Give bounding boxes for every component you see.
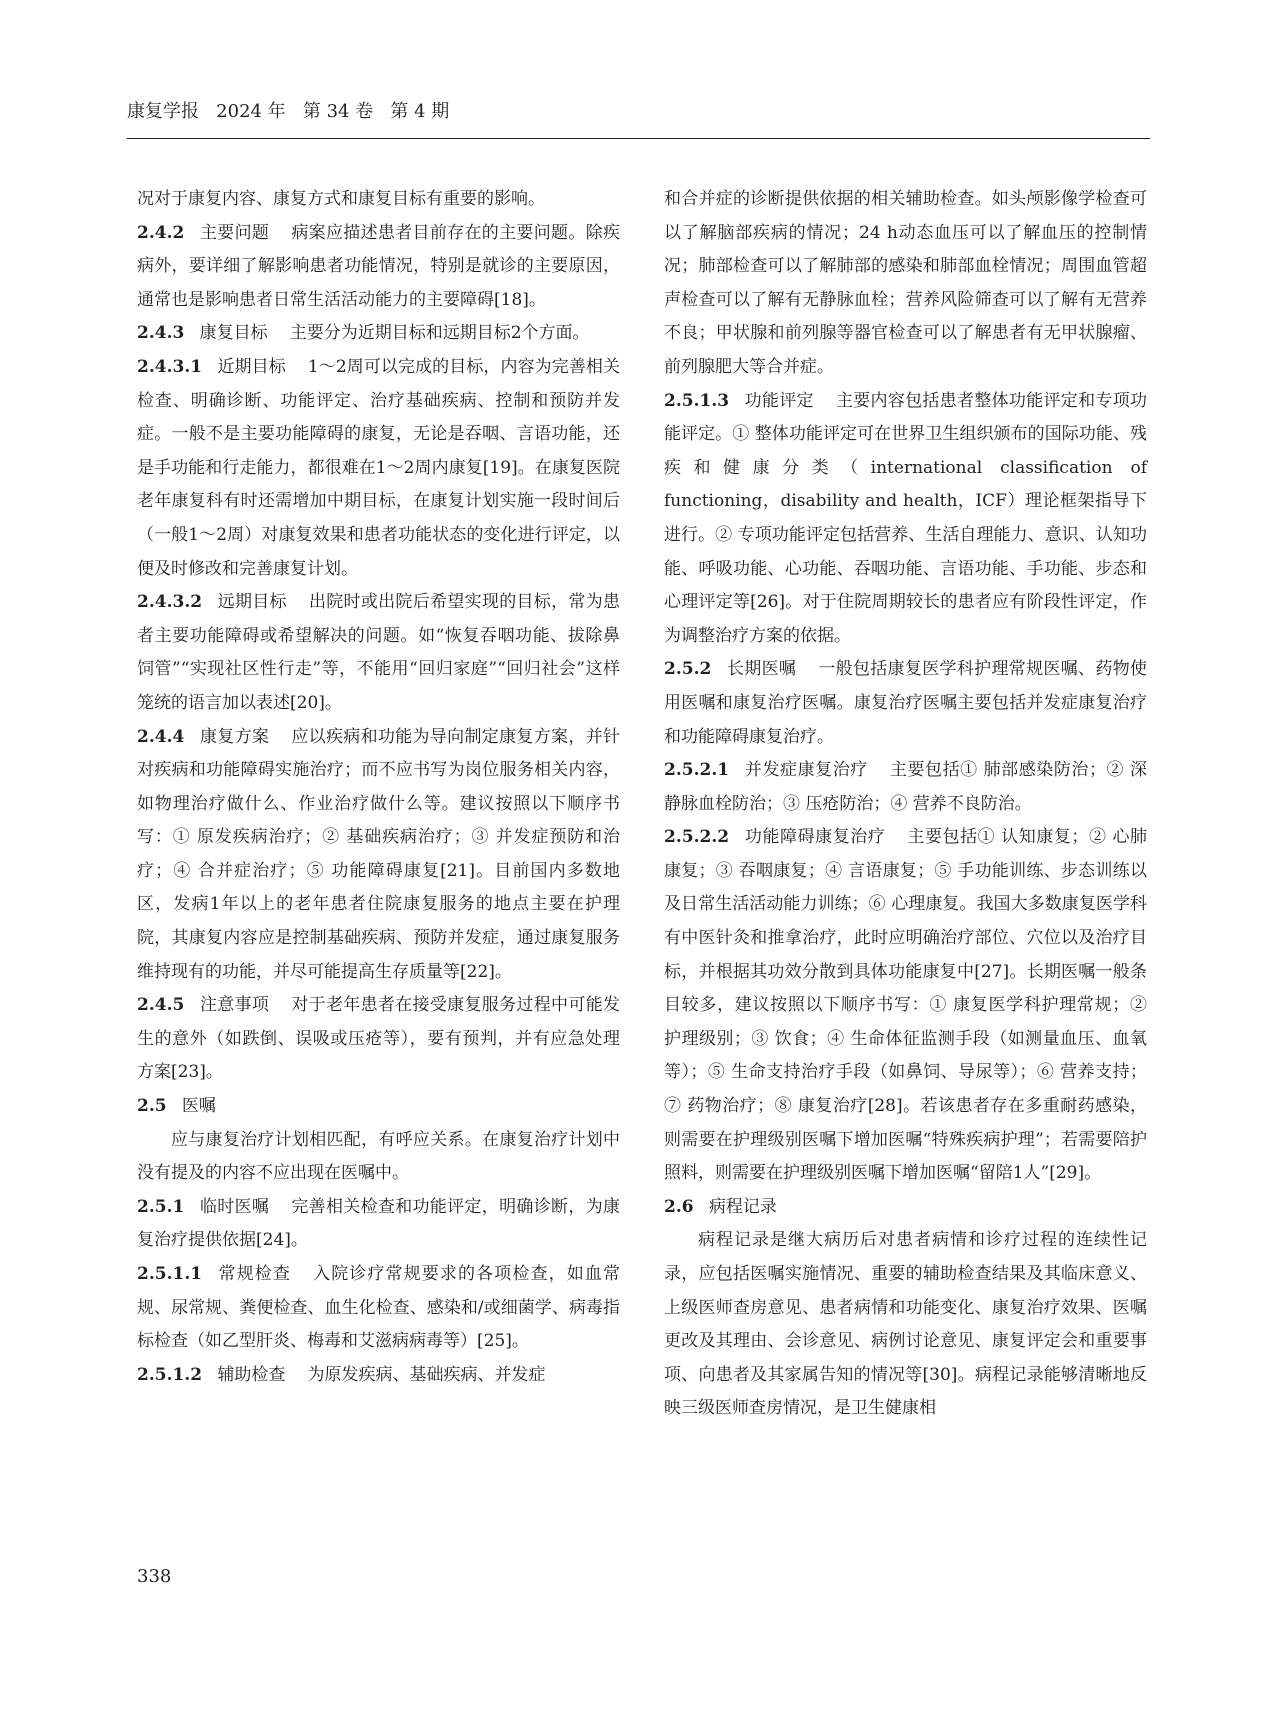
section-2-5-2-1 xyxy=(664,754,1147,821)
section-number: 2.4.3.2 xyxy=(137,592,203,613)
section-number: 2.5.2.1 xyxy=(664,760,730,781)
right-column xyxy=(664,183,1147,1426)
section-number: 2.4.5 xyxy=(137,995,185,1016)
paragraph-text: 1～2周可以完成的目标，内容为完善相关检查、明确诊断、功能评定、治疗基础疾病、控制和预防并发症。一般不是主要功能障碍的康复，无论是吞咽、言语功能，还是手功能和行走能力，都很难在1～2周内康复[19]。在康复医院老年康复科有时还需增加中期目标，在康复计划实施一段时间后（一般1～2周）对康复效果和患者功能状态的变化进行评定，以便及时修改和完善康复计划。 xyxy=(137,356,621,579)
section-heading: 临时医嘱 xyxy=(199,1196,270,1217)
section-2-6 xyxy=(664,1191,1147,1225)
paragraph-text: 主要分为近期目标和远期目标2个方面。 xyxy=(289,323,590,344)
section-number: 2.6 xyxy=(664,1196,694,1217)
section-heading: 医嘱 xyxy=(181,1096,216,1117)
section-number: 2.5.1.3 xyxy=(664,390,730,411)
section-2-4-4 xyxy=(137,721,620,990)
section-number: 2.5.2 xyxy=(664,659,712,680)
section-number: 2.4.3 xyxy=(137,323,185,344)
section-number: 2.5.1.1 xyxy=(137,1264,203,1284)
paragraph-text: 应以疾病和功能为导向制定康复方案，并针对疾病和功能障碍实施治疗；而不应书写为岗位服务相关内容，如物理治疗做什么、作业治疗做什么等。建议按照以下顺序书写：① 原发疾病治疗；② 基础疾病治疗；③ 并发症预防和治疗；④ 合并症治疗；⑤ 功能障碍康复[21]。目前国内多数地区，发病1年以上的老年患者住院康复服务的地点主要在护理院，其康复内容应是控制基础疾病、预防并发症，通过康复服务维持现有的功能，并尽可能提高生存质量等[22]。 xyxy=(137,726,621,982)
section-2-5-2-2 xyxy=(664,821,1147,1191)
paragraph xyxy=(137,183,620,217)
paragraph-text: 和合并症的诊断提供依据的相关辅助检查。如头颅影像学检查可以了解脑部疾病的情况；24 h动态血压可以了解血压的控制情况；肺部检查可以了解肺部的感染和肺部血栓情况；周围血管超声检查可以了解有无静脉血栓；营养风险筛查可以了解有无营养不良；甲状腺和前列腺等器官检查可以了解患者有无甲状腺瘤、前列腺肥大等合并症。 xyxy=(664,189,1147,377)
paragraph-text: 况对于康复内容、康复方式和康复目标有重要的影响。 xyxy=(137,189,545,209)
section-2-4-3-2 xyxy=(137,586,620,720)
page-number: 338 xyxy=(137,1566,172,1587)
section-heading: 近期目标 xyxy=(217,356,286,377)
paragraph-text: 主要包括① 肺部感染防治；② 深静脉血栓防治；③ 压疮防治；④ 营养不良防治。 xyxy=(664,760,1148,814)
section-heading: 常规检查 xyxy=(217,1264,291,1284)
section-number: 2.5 xyxy=(137,1096,167,1117)
paragraph-text: 主要内容包括患者整体功能评定和专项功能评定。① 整体功能评定可在世界卫生组织颁布的国际功能、残疾和健康分类（international classification of functioning，disability and health，ICF）理论框架指导下进行。② 专项功能评定包括营养、生活自理能力、意识、认知功能、呼吸功能、心功能、吞咽功能、言语功能、手功能、步态和心理评定等[26]。对于住院周期较长的患者应有阶段性评定，作为调整治疗方案的依据。 xyxy=(664,390,1147,646)
paragraph-text: 出院时或出院后希望实现的目标，常为患者主要功能障碍或希望解决的问题。如“恢复吞咽功能、拔除鼻饲管”“实现社区性行走”等，不能用“回归家庭”“回归社会”这样笼统的语言加以表述[20]。 xyxy=(137,592,620,713)
section-2-5-2 xyxy=(664,653,1147,754)
paragraph-text: 完善相关检查和功能评定，明确诊断，为康复治疗提供依据[24]。 xyxy=(137,1196,621,1251)
journal-header: 康复学报 2024 年 第 34 卷 第 4 期 xyxy=(127,101,450,122)
section-2-4-3-1 xyxy=(137,351,620,586)
section-heading: 康复目标 xyxy=(199,323,268,344)
paragraph-text: 病案应描述患者目前存在的主要问题。除疾病外，要详细了解影响患者功能情况，特别是就诊的主要原因，通常也是影响患者日常生活活动能力的主要障碍[18]。 xyxy=(137,222,621,310)
section-heading: 并发症康复治疗 xyxy=(744,760,868,781)
paragraph-text: 病程记录是继大病历后对患者病情和诊疗过程的连续性记录，应包括医嘱实施情况、重要的辅助检查结果及其临床意义、上级医师查房意见、患者病情和功能变化、康复治疗效果、医嘱更改及其理由、会诊意见、病例讨论意见、康复评定会和重要事项、向患者及其家属告知的情况等[30]。病程记录能够清晰地反映三级医师查房情况，是卫生健康相 xyxy=(664,1230,1147,1419)
section-2-4-5 xyxy=(137,989,620,1090)
section-heading: 康复方案 xyxy=(199,726,270,747)
section-number: 2.4.2 xyxy=(137,222,185,243)
section-2-5-1 xyxy=(137,1191,620,1258)
section-2-4-2 xyxy=(137,217,620,318)
section-heading: 长期医嘱 xyxy=(726,659,797,680)
section-number: 2.4.3.1 xyxy=(137,356,203,377)
section-number: 2.5.2.2 xyxy=(664,827,730,848)
section-2-4-3 xyxy=(137,317,620,351)
paragraph xyxy=(664,183,1147,385)
paragraph-text: 入院诊疗常规要求的各项检查，如血常规、尿常规、粪便检查、血生化检查、感染和/或细菌学、病毒指标检查（如乙型肝炎、梅毒和艾滋病病毒等）[25]。 xyxy=(137,1264,621,1352)
section-heading: 注意事项 xyxy=(199,995,270,1016)
section-heading: 功能障碍康复治疗 xyxy=(744,827,886,848)
section-heading: 主要问题 xyxy=(199,222,270,243)
section-2-5-1-3 xyxy=(664,385,1147,654)
paragraph-text: 对于老年患者在接受康复服务过程中可能发生的意外（如跌倒、误吸或压疮等），要有预判，并有应急处理方案[23]。 xyxy=(137,995,621,1083)
section-2-5-1-1 xyxy=(137,1258,620,1359)
paragraph-text: 一般包括康复医学科护理常规医嘱、药物使用医嘱和康复治疗医嘱。康复治疗医嘱主要包括并发症康复治疗和功能障碍康复治疗。 xyxy=(664,659,1148,747)
section-number: 2.5.1.2 xyxy=(137,1364,203,1385)
header-rule xyxy=(127,138,1150,139)
section-2-5 xyxy=(137,1090,620,1124)
paragraph-text: 为原发疾病、基础疾病、并发症 xyxy=(307,1364,546,1385)
paragraph-text: 主要包括① 认知康复；② 心肺康复；③ 吞咽康复；④ 言语康复；⑤ 手功能训练、步态训练以及日常生活活动能力训练；⑥ 心理康复。我国大多数康复医学科有中医针灸和推拿治疗，此时应明确治疗部位、穴位以及治疗目标，并根据其功效分散到具体功能康复中[27]。长期医嘱一般条目较多，建议按照以下顺序书写：① 康复医学科护理常规；② 护理级别；③ 饮食；④ 生命体征监测手段（如测量血压、血氧等）；⑤ 生命支持治疗手段（如鼻饲、导尿等）；⑥ 营养支持；⑦ 药物治疗；⑧ 康复治疗[28]。若该患者存在多重耐药感染，则需要在护理级别医嘱下增加医嘱“特殊疾病护理”；若需要陪护照料，则需要在护理级别医嘱下增加医嘱“留陪1人”[29]。 xyxy=(664,827,1148,1184)
left-column xyxy=(137,183,620,1392)
section-heading: 病程记录 xyxy=(708,1196,777,1217)
paragraph xyxy=(137,1124,620,1191)
paragraph xyxy=(664,1224,1147,1426)
section-heading: 远期目标 xyxy=(217,592,287,613)
section-2-5-1-2 xyxy=(137,1359,620,1393)
section-number: 2.4.4 xyxy=(137,726,185,747)
section-number: 2.5.1 xyxy=(137,1196,185,1217)
paragraph-text: 应与康复治疗计划相匹配，有呼应关系。在康复治疗计划中没有提及的内容不应出现在医嘱中。 xyxy=(137,1129,620,1184)
section-heading: 功能评定 xyxy=(744,390,814,411)
section-heading: 辅助检查 xyxy=(217,1364,286,1385)
